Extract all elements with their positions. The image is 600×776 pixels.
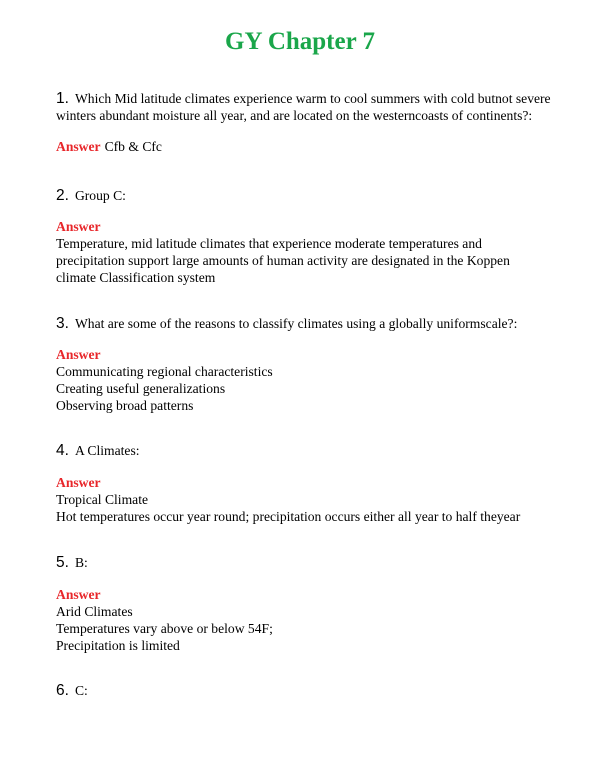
answer-label: Answer [56,347,101,362]
question-5 [56,554,566,571]
question-text-line: Which Mid latitude climates experience warm to cool summers with cold butnot severe [74,91,551,106]
answer-line: Temperature, mid latitude climates that experience moderate temperatures and [56,236,482,251]
answer-line: Precipitation is limited [56,638,180,653]
question-3 [56,315,566,332]
question-2 [56,187,566,204]
question-number: 2. [56,187,69,204]
question-text: A Climates: [74,443,140,458]
answer-line: climate Classification system [56,270,216,285]
answer-4 [56,474,566,525]
answer-line: Temperatures vary above or below 54F; [56,621,273,636]
answer-1 [56,138,566,155]
answer-label: Answer [56,475,101,490]
question-text: What are some of the reasons to classify climates using a globally uniformscale?: [74,316,518,331]
question-number: 5. [56,554,69,571]
answer-label: Answer [56,139,101,154]
answer-label: Answer [56,587,101,602]
answer-line: Hot temperatures occur year round; precipitation occurs either all year to half theyear [56,509,521,524]
question-number: 3. [56,315,69,332]
question-1 [56,90,566,124]
answer-label: Answer [56,219,101,234]
answer-line: precipitation support large amounts of human activity are designated in the Koppen [56,253,510,268]
question-text-line: winters abundant moisture all year, and are located on the westerncoasts of continents?: [56,108,533,123]
answer-2 [56,218,566,286]
question-number: 1. [56,90,69,107]
question-number: 6. [56,682,69,699]
question-number: 4. [56,442,69,459]
answer-line: Tropical Climate [56,492,149,507]
answer-line: Arid Climates [56,604,133,619]
question-text: Group C: [74,188,126,203]
answer-line: Observing broad patterns [56,398,194,413]
answer-line: Creating useful generalizations [56,381,226,396]
answer-text: Cfb & Cfc [104,139,162,154]
answer-line: Communicating regional characteristics [56,364,273,379]
question-text: C: [74,683,88,698]
page-title: GY Chapter 7 [225,28,375,55]
answer-3 [56,346,566,414]
answer-5 [56,586,566,654]
question-4 [56,442,566,459]
question-6 [56,682,566,699]
question-text: B: [74,555,88,570]
